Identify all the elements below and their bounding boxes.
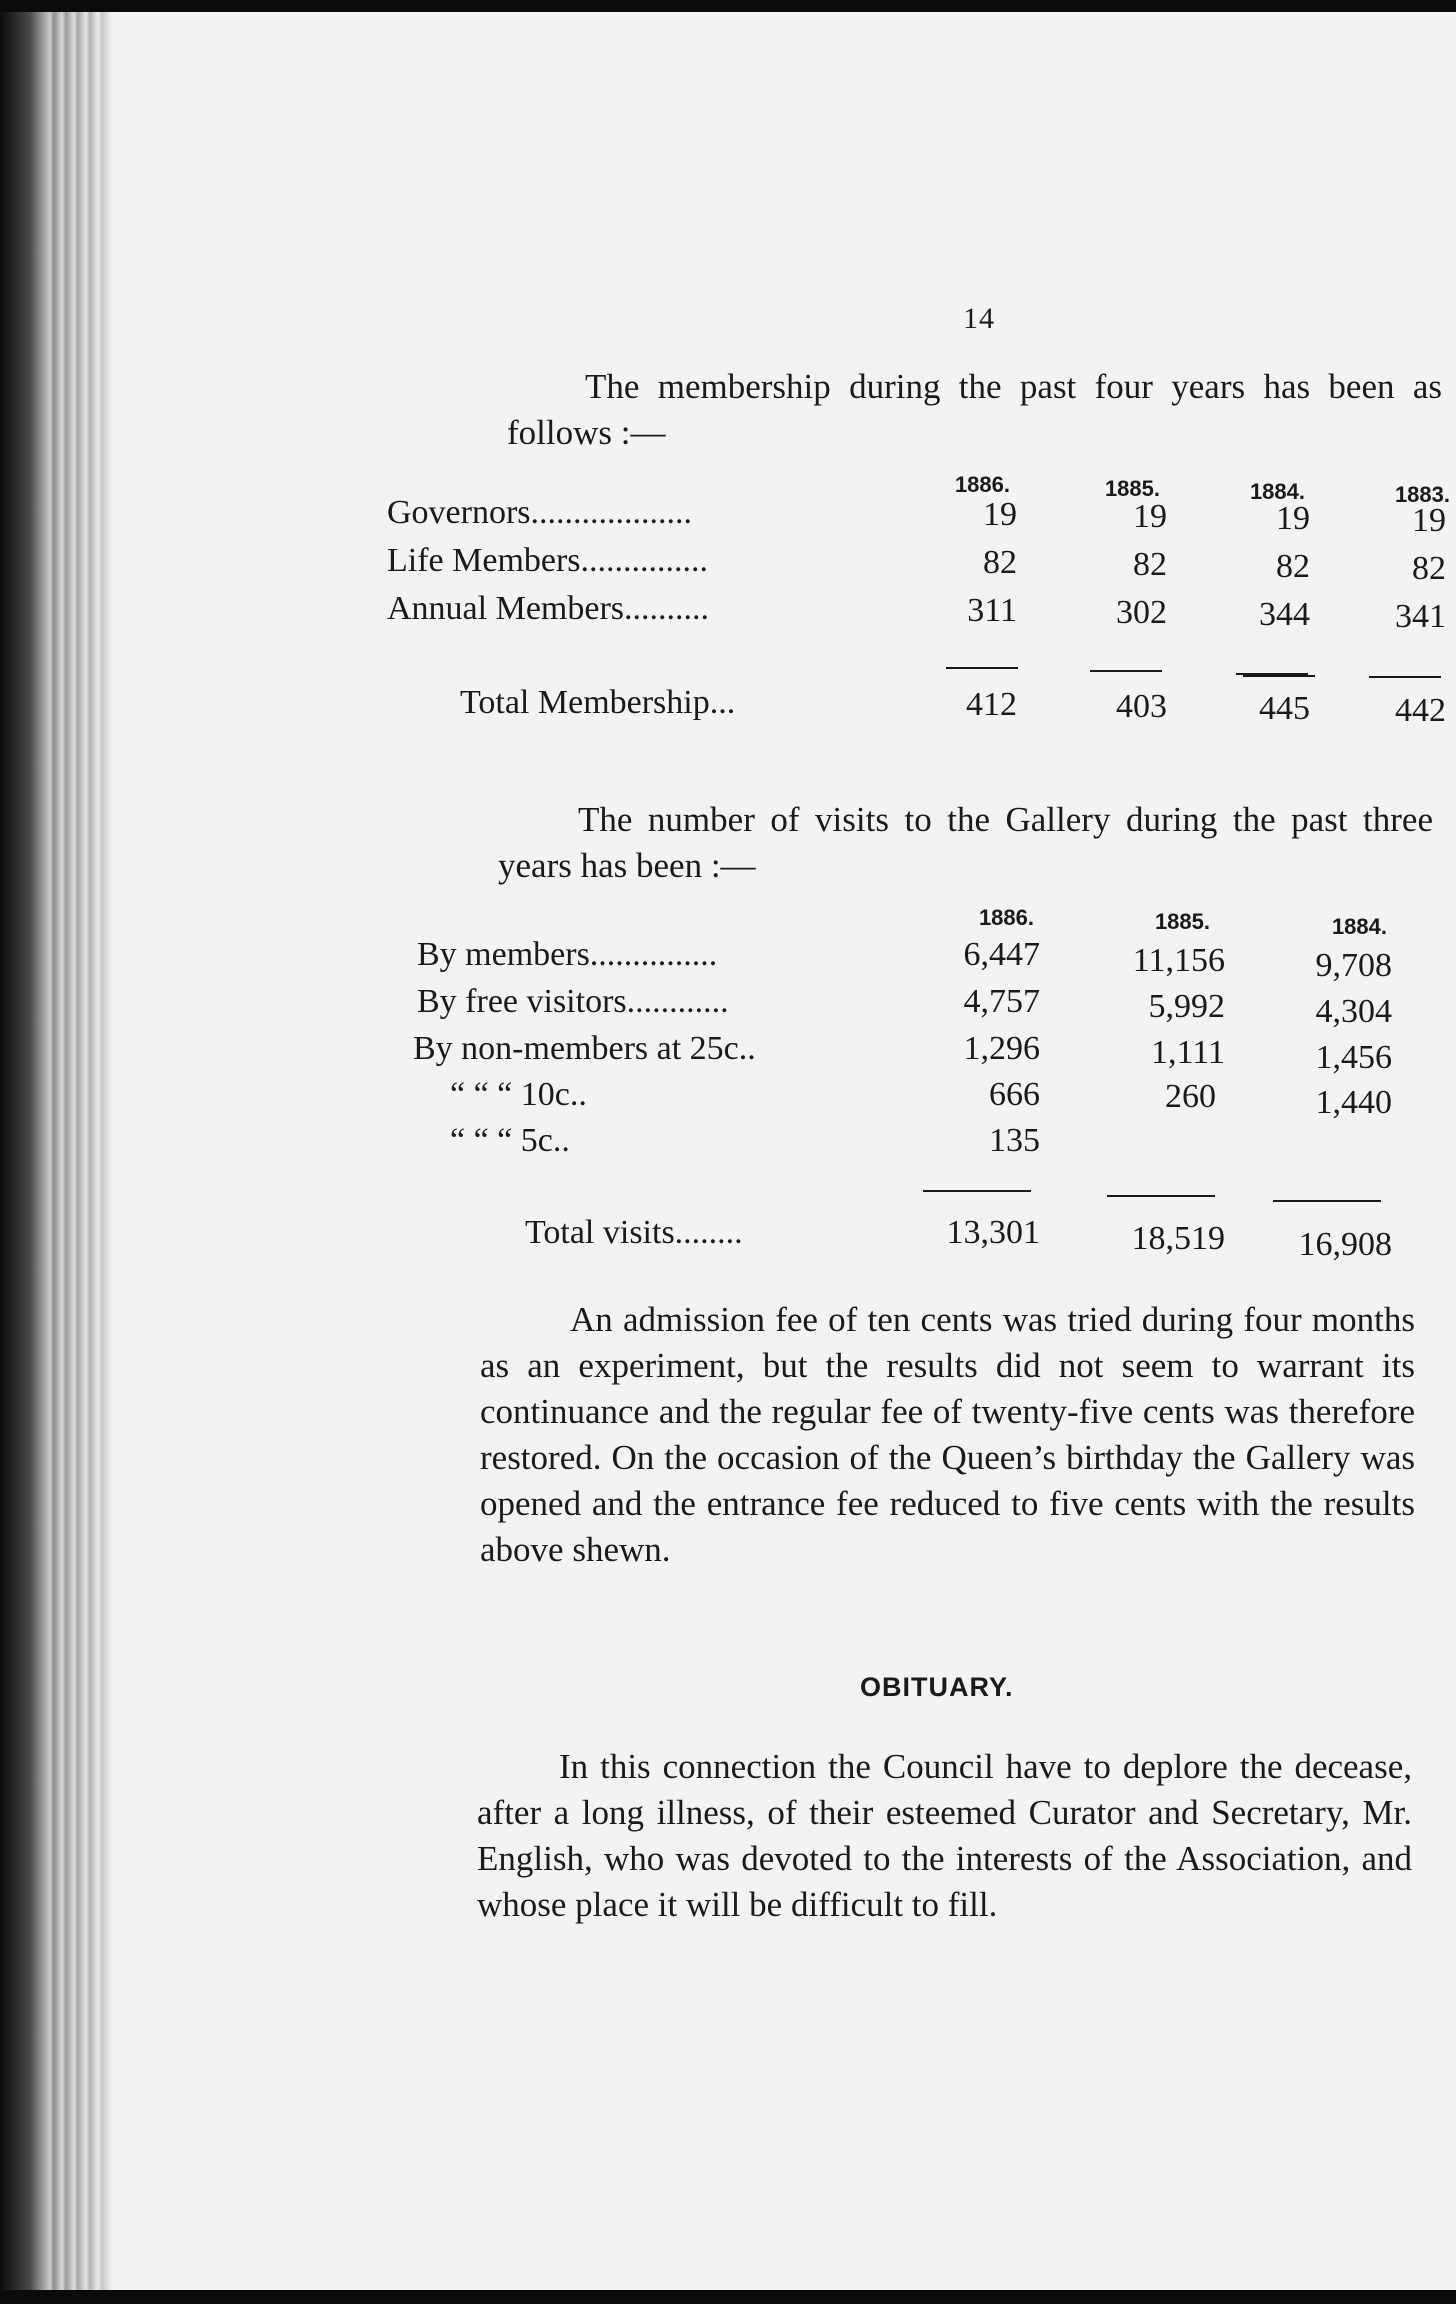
row-value: 19 [983,496,1017,533]
row-value: 1,456 [1315,1039,1392,1076]
sum-rule [923,1190,1031,1192]
total-value: 16,908 [1298,1226,1392,1263]
sum-rule [1243,675,1315,677]
membership-year-header: 1884. [1249,479,1305,504]
scan-top-border [0,0,1456,12]
row-value: 11,156 [1132,942,1225,979]
membership-year-header: 1885. [1104,476,1160,501]
total-label: Total visits........ [525,1214,743,1251]
row-label: Governors................... [387,494,693,531]
row-value: 5,992 [1148,988,1225,1025]
row-value: 4,757 [963,983,1040,1020]
sum-rule [1273,1200,1381,1202]
row-label: “ “ “ 5c.. [450,1122,570,1159]
row-value: 19 [1133,498,1167,535]
sum-rule [946,667,1018,669]
total-value: 442 [1395,692,1446,729]
row-value: 1,440 [1315,1084,1392,1121]
admission-paragraph: An admission fee of ten cents was tried during four months as an experiment, but the results did not seem to warrant its continuance and the regular fee of twenty-five cents was therefore restored. On the occasion of the Queen’s birthday the Gallery was opened and the entrance fee reduced to five cents with the results above shewn. [480,1300,1415,1569]
row-value: 82 [1133,546,1167,583]
visits-intro: The number of visits to the Gallery during the past three years has been :— [498,800,1433,885]
scan-bottom-border [0,2290,1456,2304]
row-value: 341 [1395,598,1446,635]
row-value: 666 [989,1076,1040,1113]
row-value: 19 [1412,502,1446,539]
sum-rule [1090,670,1162,672]
book-page [120,12,1456,2290]
membership-year-header: 1886. [954,472,1010,497]
row-label: By members............... [417,936,718,973]
total-label: Total Membership... [460,684,736,721]
total-value: 18,519 [1131,1220,1225,1257]
total-value: 412 [966,686,1017,723]
visits-year-header: 1884. [1331,914,1387,939]
total-value: 445 [1259,690,1310,727]
row-label: By free visitors............ [417,983,729,1020]
total-value: 403 [1116,688,1167,725]
row-value: 344 [1259,596,1310,633]
sum-rule [1107,1195,1215,1197]
row-value: 260 [1165,1078,1216,1115]
row-value: 82 [1276,548,1310,585]
row-label: Annual Members.......... [387,590,710,627]
row-label: By non-members at 25c.. [413,1030,756,1067]
row-label: “ “ “ 10c.. [450,1076,587,1113]
obituary-paragraph: In this connection the Council have to deplore the decease, after a long illness, of their esteemed Curator and Secretary, Mr. English, who was devoted to the interests of the Association, and whose place it will be difficult to fill. [477,1747,1412,1924]
total-value: 13,301 [946,1214,1040,1251]
row-value: 6,447 [963,936,1040,973]
row-value: 1,111 [1151,1034,1225,1071]
row-value: 4,304 [1315,993,1392,1030]
row-value: 311 [967,592,1017,629]
row-value: 82 [983,544,1017,581]
row-value: 1,296 [963,1030,1040,1067]
obituary-heading: OBITUARY. [860,1672,1014,1702]
sum-rule [1369,676,1441,678]
row-value: 302 [1116,594,1167,631]
row-label: Life Members............... [387,542,709,579]
visits-year-header: 1886. [978,905,1034,930]
row-value: 19 [1276,500,1310,537]
row-value: 9,708 [1315,947,1392,984]
book-spine-edge [0,12,120,2290]
row-value: 135 [989,1122,1040,1159]
visits-year-header: 1885. [1154,909,1210,934]
membership-intro: The membership during the past four years has been as follows :— [507,367,1442,452]
page-number: 14 [963,302,995,335]
row-value: 82 [1412,550,1446,587]
membership-year-header: 1883. [1394,482,1450,507]
